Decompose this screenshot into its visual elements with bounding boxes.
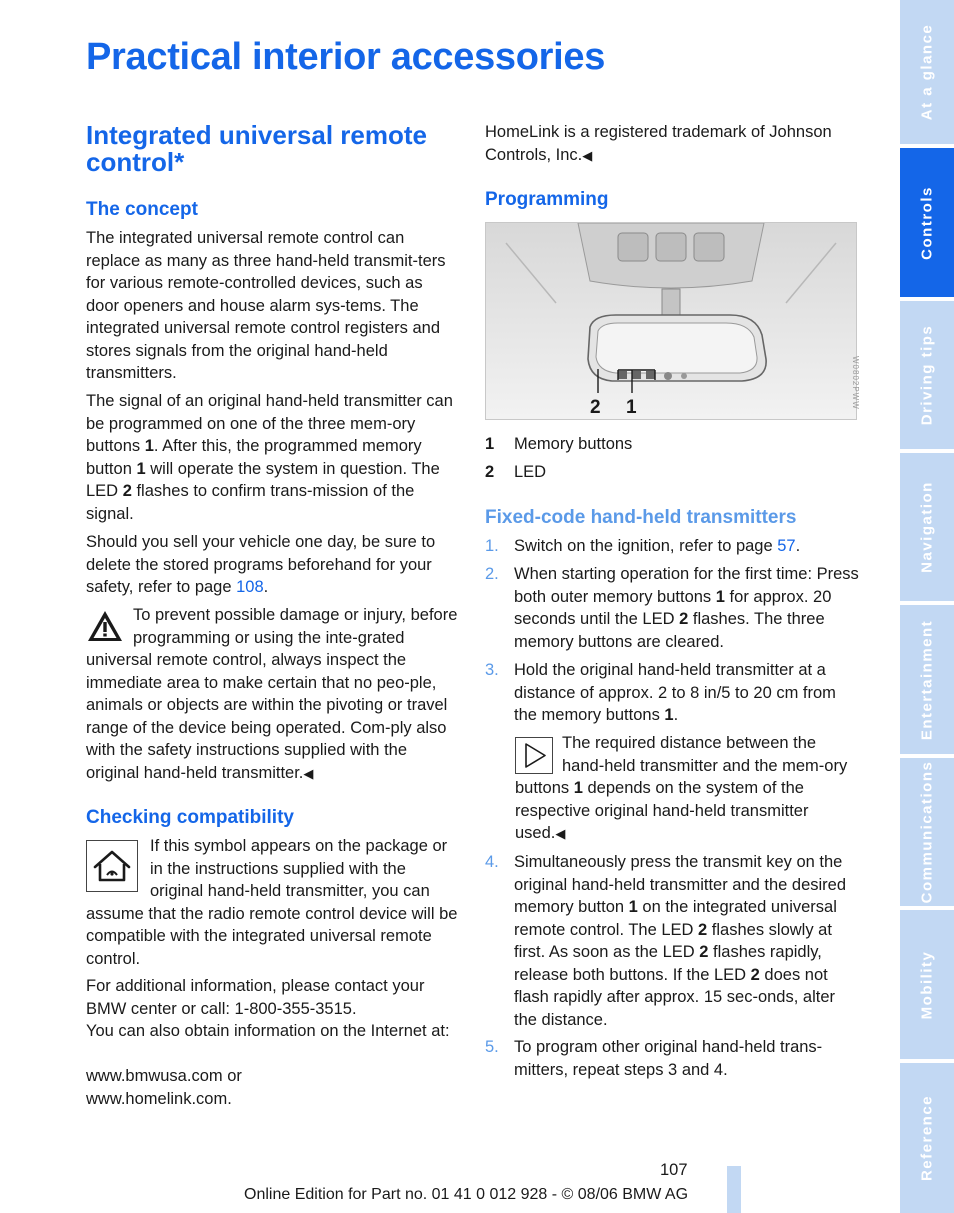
sidebar-tab-controls[interactable]: Controls: [900, 148, 954, 297]
sidebar-tab-entertainment[interactable]: Entertainment: [900, 605, 954, 754]
page-link-57[interactable]: 57: [777, 537, 796, 555]
figure-code: W0802PWW: [851, 356, 860, 410]
figure-label-led: 2: [590, 397, 601, 418]
sidebar-tab-driving-tips[interactable]: Driving tips: [900, 301, 954, 449]
end-mark: ◀: [303, 765, 314, 781]
page-title: Practical interior accessories: [86, 36, 606, 78]
end-mark: ◀: [555, 826, 566, 841]
section-title: Integrated universal remote control*: [86, 120, 427, 177]
edition-line: Online Edition for Part no. 01 41 0 012 928 - © 08/06 BMW AG: [244, 1186, 689, 1203]
url-bmwusa: www.bmwusa.com or: [86, 1067, 242, 1085]
end-mark: ◀: [582, 147, 593, 163]
sidebar-tab-at-a-glance[interactable]: At a glance: [900, 0, 954, 144]
compatibility-paragraph-3: You can also obtain information on the Internet at:: [86, 1022, 450, 1040]
sidebar-tab-communications[interactable]: Communications: [900, 758, 954, 906]
fixed-code-heading: Fixed-code hand-held transmitters: [485, 507, 797, 528]
page-link-108[interactable]: 108: [236, 578, 264, 596]
concept-heading: The concept: [86, 199, 198, 220]
compatibility-paragraph-1: If this symbol appears on the package or in the instructions supplied with the original hand-held transmitter, you can assume that the radio remote control device will be compatible with the integrated universal remote control.: [86, 837, 458, 968]
compatibility-heading: Checking compatibility: [86, 807, 294, 828]
warning-paragraph: To prevent possible damage or injury, before programming or using the inte-grated universal remote control, always inspect the immediate area to make certain that no peo-ple, animals or objects are within the pivoting or travel range of the device being operated. Com-ply also with the safety instructions supplied with the original hand-held transmitter.◀: [86, 606, 458, 782]
page-number: 107: [660, 1161, 688, 1179]
trademark-paragraph: HomeLink is a registered trademark of Johnson Controls, Inc.◀: [485, 123, 832, 164]
note-paragraph: The required distance between the hand-held transmitter and the mem-ory buttons 1 depends on the system of the respective original hand-held transmitter used.◀: [515, 734, 848, 842]
page-number-tab: [727, 1166, 741, 1213]
concept-paragraph-3: Should you sell your vehicle one day, be sure to delete the stored programs beforehand for your safety, refer to page 108.: [86, 533, 436, 596]
mirror-figure: [485, 222, 857, 420]
compatibility-paragraph-2: For additional information, please contact your BMW center or call: 1-800-355-3515.: [86, 977, 425, 1018]
programming-heading: Programming: [485, 189, 609, 210]
sidebar-tab-mobility[interactable]: Mobility: [900, 910, 954, 1059]
concept-paragraph-1: The integrated universal remote control can replace as many as three hand-held transmit-ters for various remote-controlled devices, such as door openers and house alarm sys-tems. The integrated universal remote control registers and stores signals from the original hand-held transmitters.: [86, 229, 446, 382]
sidebar-tab-reference[interactable]: Reference: [900, 1063, 954, 1213]
url-homelink: www.homelink.com.: [86, 1090, 232, 1108]
figure-label-memory: 1: [626, 397, 637, 418]
concept-paragraph-2: The signal of an original hand-held transmitter can be programmed on one of the three mem-ory buttons 1. After this, the programmed memory button 1 will operate the system in question. The LED 2 flashes to confirm trans-mission of the signal.: [86, 392, 453, 523]
sidebar-tab-navigation[interactable]: Navigation: [900, 453, 954, 601]
